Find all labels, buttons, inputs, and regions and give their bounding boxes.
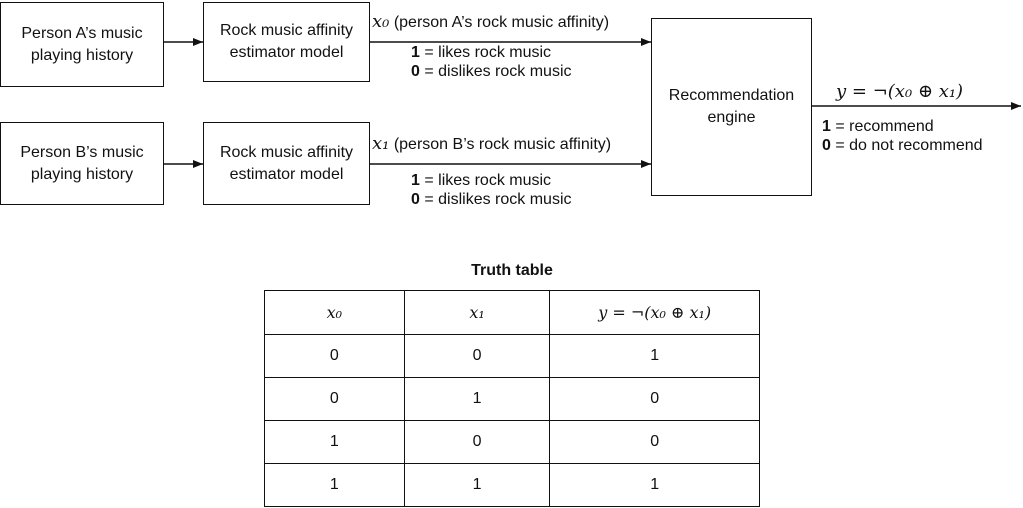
header-x0: x₀ — [265, 291, 405, 335]
table-cell: 1 — [265, 421, 405, 464]
legend-a-1-text: = likes rock music — [424, 44, 552, 61]
model-b-label: Rock music affinity estimator model — [219, 143, 354, 183]
truth-table — [264, 290, 760, 507]
legend-b-1 — [411, 171, 551, 190]
output-legend-0-text: = do not recommend — [835, 137, 983, 154]
table-cell: 0 — [404, 421, 550, 464]
recommendation-engine-box — [651, 18, 812, 196]
truth-table-title: Truth table — [471, 262, 553, 279]
var-a-symbol: x₀ — [372, 11, 390, 32]
var-a-desc: (person A’s rock music affinity) — [393, 14, 610, 31]
header-x1: x₁ — [404, 291, 550, 335]
legend-b-0-text: = dislikes rock music — [424, 191, 572, 208]
header-y: y = ¬(x₀ ⊕ x₁) — [550, 291, 760, 335]
output-legend-0 — [822, 136, 983, 155]
table-row — [265, 335, 760, 378]
legend-b-1-key: 1 — [411, 172, 420, 189]
table-cell: 1 — [404, 464, 550, 507]
legend-b-0-key: 0 — [411, 191, 420, 208]
table-cell: 0 — [265, 378, 405, 421]
legend-a-0 — [411, 62, 572, 81]
table-cell: 0 — [550, 421, 760, 464]
legend-b-1-text: = likes rock music — [424, 172, 552, 189]
table-cell: 0 — [265, 335, 405, 378]
table-row — [265, 378, 760, 421]
var-b-label — [372, 134, 611, 154]
history-b-label: Person B’s music playing history — [20, 143, 144, 183]
legend-a-0-key: 0 — [411, 63, 420, 80]
table-cell: 1 — [404, 378, 550, 421]
var-a-label — [372, 12, 609, 32]
history-a-box — [0, 2, 164, 87]
output-legend-1-key: 1 — [822, 118, 831, 135]
var-b-desc: (person B’s rock music affinity) — [393, 136, 612, 153]
output-legend-1 — [822, 117, 934, 136]
history-a-label: Person A’s music playing history — [21, 24, 143, 64]
history-b-box — [0, 122, 164, 205]
legend-a-1-key: 1 — [411, 44, 420, 61]
truth-table-header-row — [265, 291, 760, 335]
table-row — [265, 421, 760, 464]
table-row — [265, 464, 760, 507]
model-b-box — [203, 122, 370, 205]
table-cell: 0 — [550, 378, 760, 421]
var-b-symbol: x₁ — [372, 133, 390, 154]
table-cell: 1 — [550, 335, 760, 378]
table-cell: 1 — [550, 464, 760, 507]
model-a-box — [203, 2, 370, 82]
engine-label: Recommendation engine — [668, 87, 795, 126]
legend-a-1 — [411, 43, 551, 62]
output-formula: y = ¬(x₀ ⊕ x₁) — [836, 81, 964, 102]
legend-a-0-text: = dislikes rock music — [424, 63, 572, 80]
model-a-label: Rock music affinity estimator model — [219, 22, 354, 61]
table-cell: 1 — [265, 464, 405, 507]
output-legend-0-key: 0 — [822, 137, 831, 154]
output-legend-1-text: = recommend — [835, 118, 934, 135]
legend-b-0 — [411, 190, 572, 209]
table-cell: 0 — [404, 335, 550, 378]
